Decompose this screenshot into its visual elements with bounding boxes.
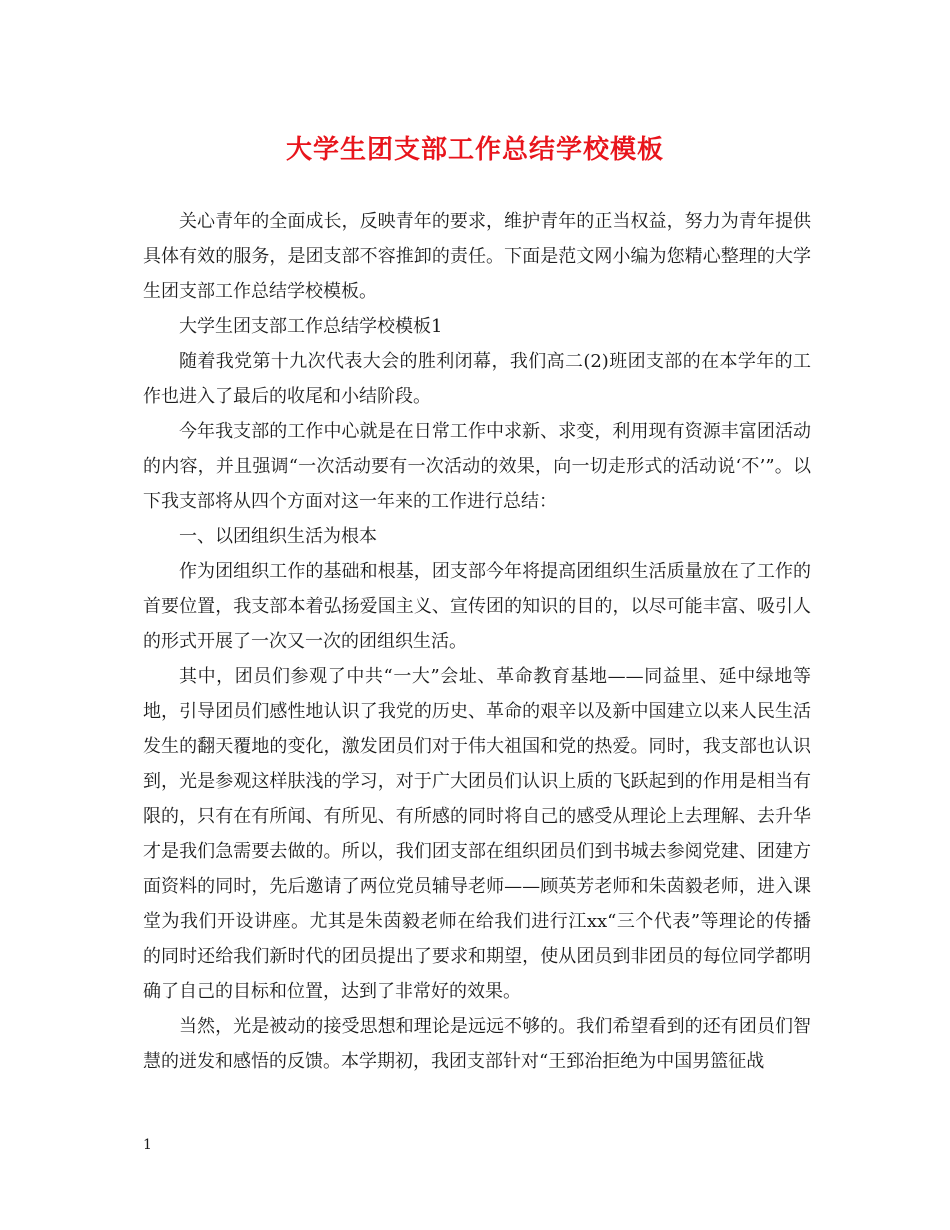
section-heading-organization-life: 一、以团组织生活为根本 — [179, 526, 377, 547]
document-body — [143, 204, 811, 1079]
body-paragraph: 其中，团员们参观了中共“一大”会址、革命教育基地——同益里、延中绿地等地，引导团员们感性地认识了我党的历史、革命的艰辛以及新中国建立以来人民生活发生的翻天覆地的变化，激发团员们对于伟大祖国和党的热爱。同时，我支部也认识到，光是参观这样肤浅的学习，对于广大团员们认识上质的飞跃起到的作用是相当有限的，只有在有所闻、有所见、有所感的同时将自己的感受从理论上去理解、去升华才是我们急需要去做的。所以，我们团支部在组织团员们到书城去参阅党建、团建方面资料的同时，先后邀请了两位党员辅导老师——顾英芳老师和朱茵毅老师，进入课堂为我们开设讲座。尤其是朱茵毅老师在给我们进行江xx“三个代表”等理论的传播的同时还给我们新时代的团员提出了要求和期望，使从团员到非团员的每位同学都明确了自己的目标和位置，达到了非常好的效果。 — [143, 666, 811, 1002]
section-heading-template-1: 大学生团支部工作总结学校模板1 — [179, 316, 443, 337]
intro-paragraph: 关心青年的全面成长，反映青年的要求，维护青年的正当权益，努力为青年提供具体有效的服务，是团支部不容推卸的责任。下面是范文网小编为您精心整理的大学生团支部工作总结学校模板。 — [143, 211, 811, 302]
body-paragraph: 当然，光是被动的接受思想和理论是远远不够的。我们希望看到的还有团员们智慧的迸发和感悟的反馈。本学期初，我团支部针对“王郅治拒绝为中国男篮征战 — [143, 1016, 811, 1072]
document-title: 大学生团支部工作总结学校模板 — [285, 135, 664, 165]
page-number: 1 — [143, 1137, 152, 1153]
body-paragraph: 今年我支部的工作中心就是在日常工作中求新、求变，利用现有资源丰富团活动的内容，并且强调“一次活动要有一次活动的效果，向一切走形式的活动说‘不’”。以下我支部将从四个方面对这一年来的工作进行总结： — [143, 421, 811, 512]
body-paragraph: 作为团组织工作的基础和根基，团支部今年将提高团组织生活质量放在了工作的首要位置，我支部本着弘扬爱国主义、宣传团的知识的目的，以尽可能丰富、吸引人的形式开展了一次又一次的团组织生活。 — [143, 561, 811, 652]
body-paragraph: 随着我党第十九次代表大会的胜利闭幕，我们高二(2)班团支部的在本学年的工作也进入了最后的收尾和小结阶段。 — [143, 351, 811, 407]
